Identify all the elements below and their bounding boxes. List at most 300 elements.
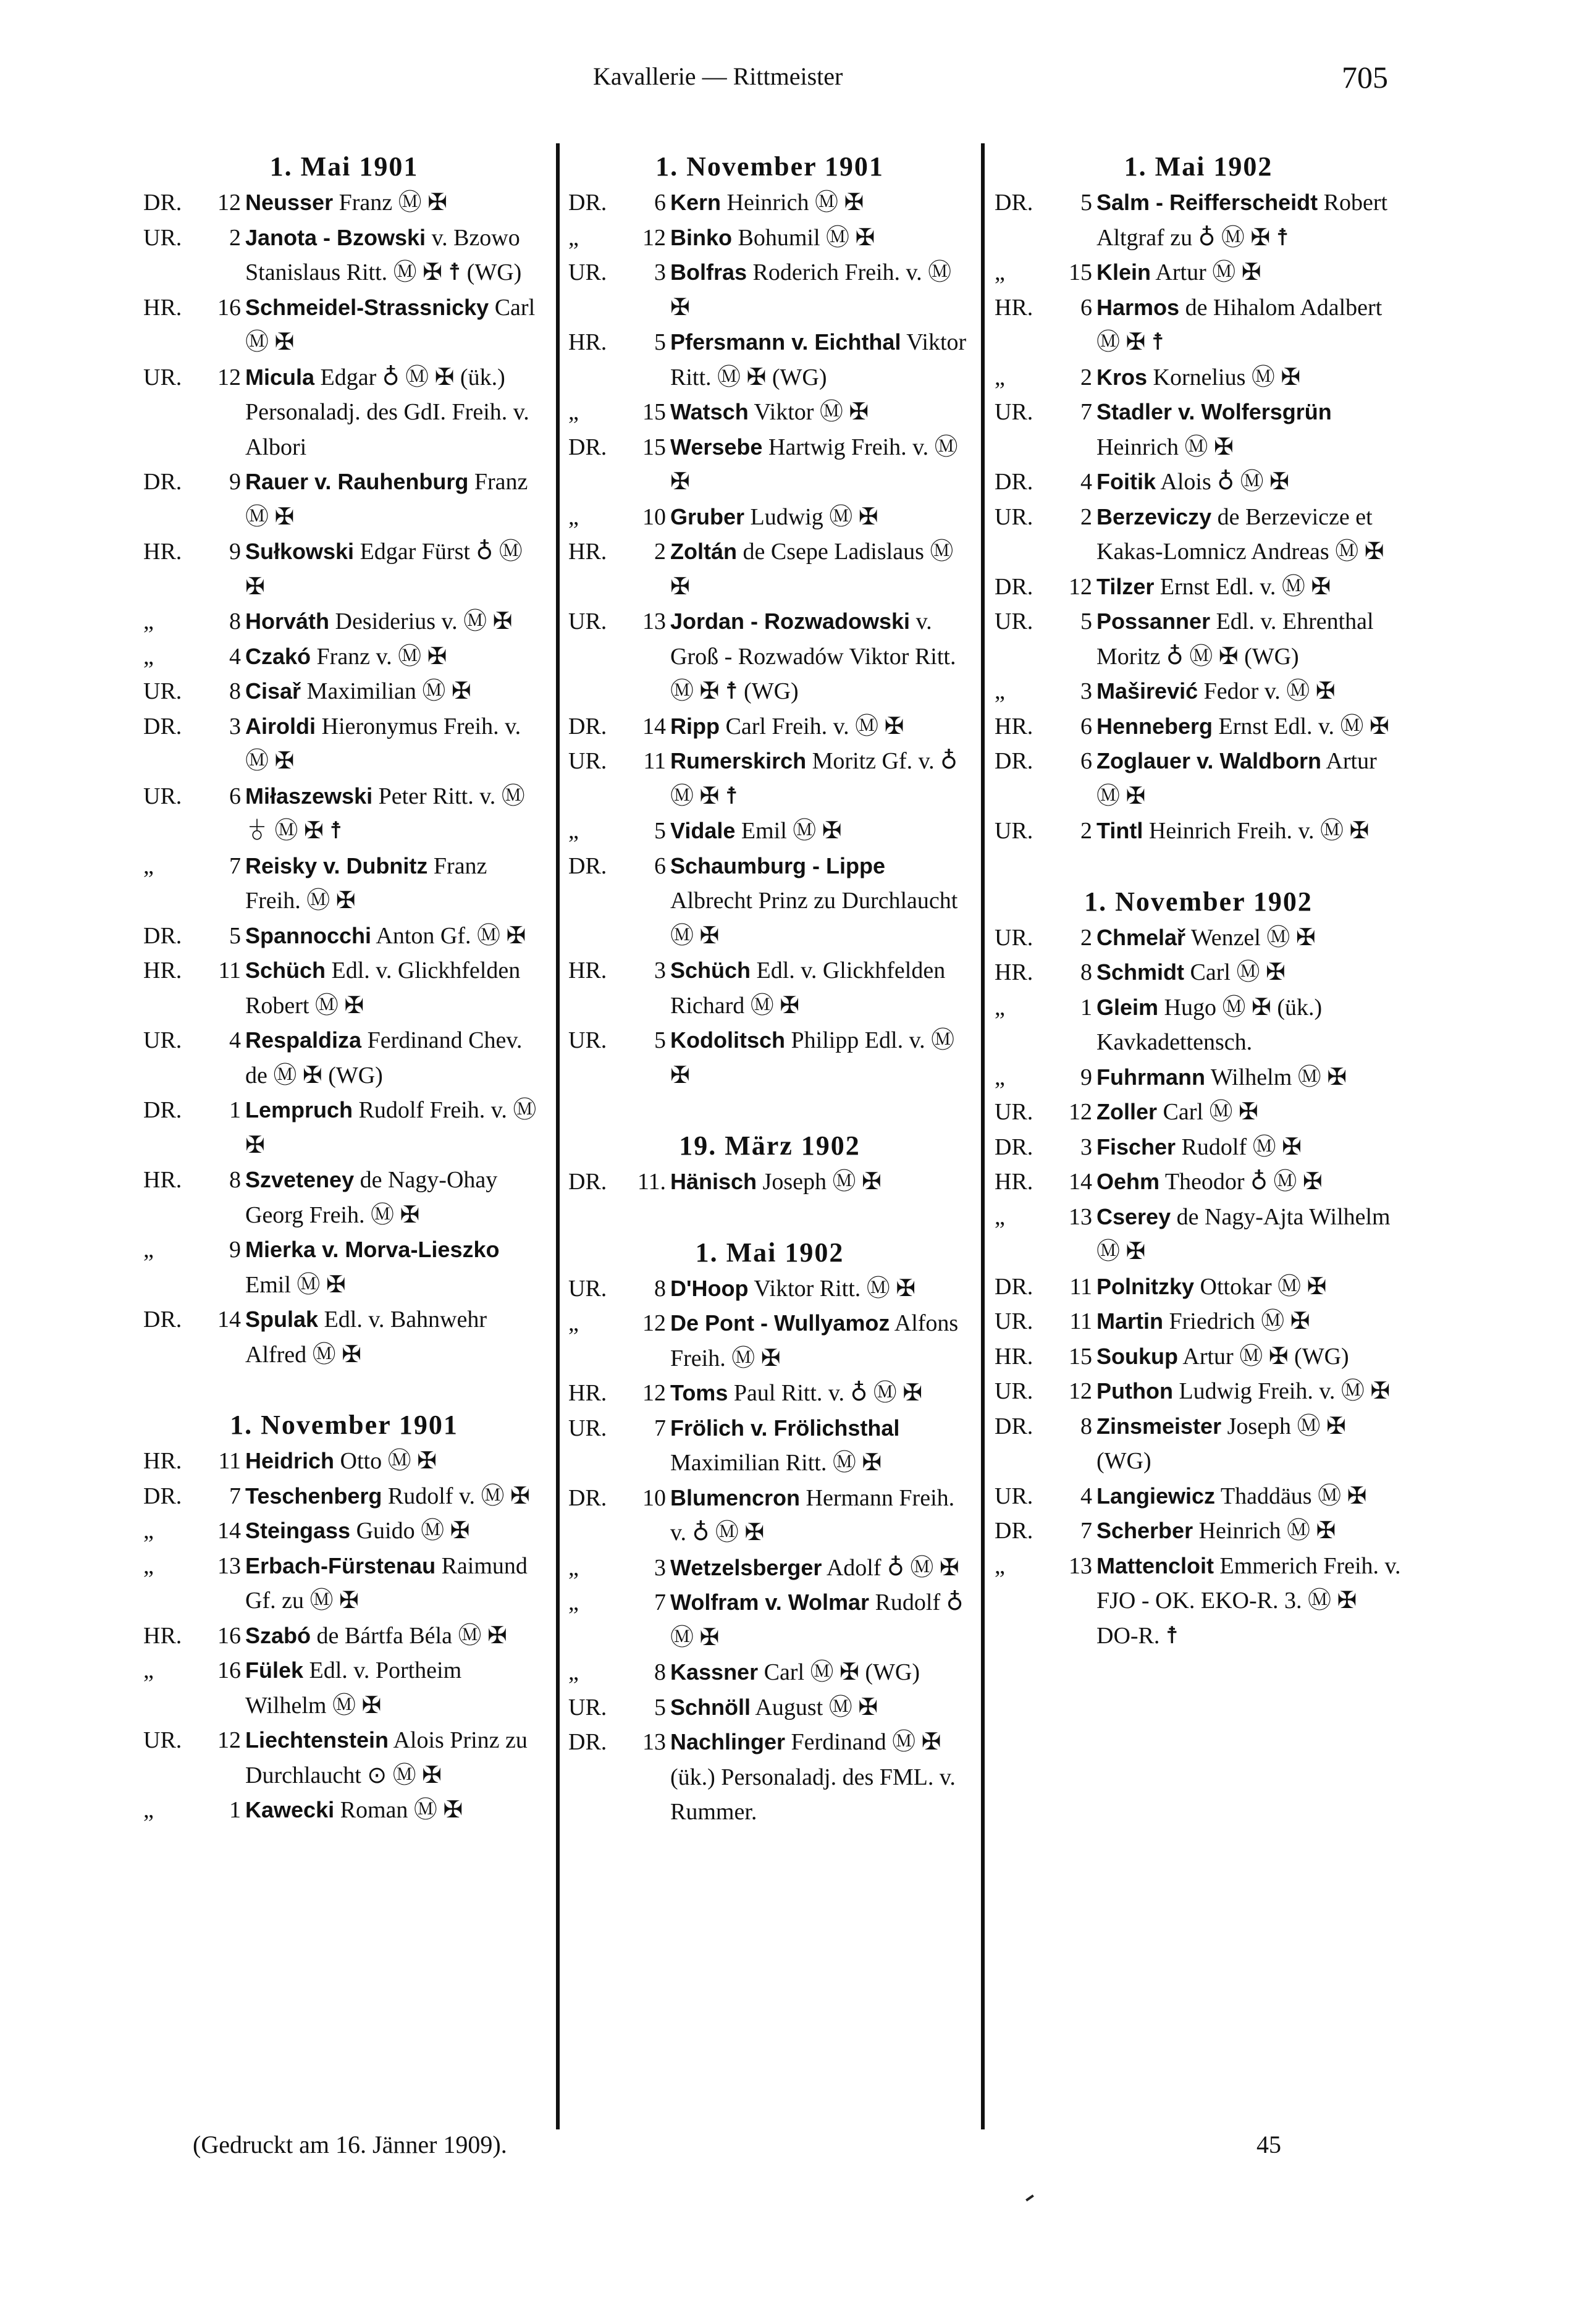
regiment-type: DR. [568, 1729, 607, 1755]
officer-surname: D'Hoop [670, 1275, 749, 1301]
officer-surname: Kawecki [245, 1797, 335, 1822]
officer-details: Philipp Edl. v. Ⓜ ✠ [670, 1027, 955, 1088]
officer-details: Edl. v. Glickhfelden Richard Ⓜ ✠ [670, 958, 946, 1019]
regiment-number: 11. [637, 1169, 666, 1195]
regiment-number: 9 [229, 469, 241, 495]
officer-surname: Berzeviczy [1096, 503, 1212, 529]
officer-surname: Szabó [245, 1622, 311, 1648]
column-divider [981, 143, 985, 2129]
officer-entry [568, 744, 971, 814]
officer-entry [995, 570, 1402, 605]
regiment-type: „ [995, 259, 1005, 285]
officer-surname: Gruber [670, 503, 745, 529]
column-divider [556, 143, 560, 2129]
officer-details: Joseph Ⓜ ✠ (WG) [1096, 1413, 1346, 1474]
officer-surname: Possanner [1096, 608, 1211, 634]
regiment-type: „ [143, 1237, 154, 1263]
officer-surname: Lempruch [245, 1097, 353, 1122]
officer-entry [143, 674, 545, 709]
officer-entry [568, 814, 971, 849]
regiment-number: 8 [229, 1167, 241, 1193]
officer-surname: Janota - Bzowski [245, 224, 426, 250]
officer-entry [143, 1723, 545, 1793]
officer-details: Anton Gf. Ⓜ ✠ [371, 922, 526, 949]
regiment-number: 14 [1069, 1169, 1092, 1195]
regiment-type: HR. [143, 539, 182, 565]
regiment-type: „ [143, 1552, 154, 1579]
officer-entry [143, 221, 545, 290]
officer-entry [995, 1060, 1402, 1095]
regiment-type: UR. [143, 783, 182, 809]
officer-details: Joseph Ⓜ ✠ [757, 1169, 882, 1195]
officer-entry [143, 185, 545, 221]
officer-entry [568, 953, 971, 1023]
officer-entry [143, 639, 545, 675]
officer-details: Bohumil Ⓜ ✠ [732, 224, 875, 251]
regiment-number: 12 [642, 224, 666, 251]
officer-entry [568, 500, 971, 535]
officer-surname: Tilzer [1096, 573, 1155, 599]
regiment-number: 12 [217, 1727, 241, 1753]
print-date-note: (Gedruckt am 16. Jänner 1909). [193, 2131, 507, 2158]
stray-mark [1025, 2194, 1034, 2201]
officer-surname: Mattencloit [1096, 1552, 1214, 1578]
officer-surname: Stadler v. Wolfersgrün [1096, 399, 1332, 424]
regiment-number: 11 [218, 958, 241, 983]
regiment-number: 6 [229, 783, 241, 809]
section-heading: 1. November 1902 [1084, 886, 1313, 917]
officer-details: Emil Ⓜ ✠ [735, 818, 842, 844]
regiment-number: 4 [1080, 1483, 1092, 1509]
officer-entry [143, 1232, 545, 1302]
regiment-number: 15 [1069, 259, 1092, 285]
regiment-number: 5 [654, 1027, 666, 1053]
regiment-type: HR. [143, 1448, 182, 1474]
officer-surname: Fischer [1096, 1134, 1176, 1160]
officer-entry [568, 1655, 971, 1690]
officer-entry [995, 1130, 1402, 1165]
officer-entry [995, 290, 1402, 360]
officer-details: Adolf ♁ Ⓜ ✠ [822, 1554, 959, 1581]
regiment-type: „ [568, 224, 579, 251]
regiment-type: HR. [995, 294, 1033, 321]
officer-entry [995, 1095, 1402, 1130]
regiment-type: UR. [143, 224, 182, 251]
officer-details: Franz v. Ⓜ ✠ [311, 643, 447, 670]
regiment-type: UR. [143, 1027, 182, 1053]
officer-details: Emil Ⓜ ✠ [245, 1271, 346, 1298]
regiment-type: „ [143, 1657, 154, 1683]
regiment-type: UR. [568, 748, 607, 774]
officer-details: Raimund Gf. zu Ⓜ ✠ [245, 1552, 528, 1614]
officer-entry [143, 1653, 545, 1723]
officer-details: Hieronymus Freih. v. Ⓜ ✠ [245, 713, 521, 774]
officer-surname: Harmos [1096, 294, 1180, 320]
officer-entry [568, 1164, 971, 1200]
section-heading: 1. Mai 1901 [269, 151, 419, 182]
officer-entry [995, 744, 1402, 814]
officer-details: Albrecht Prinz zu Durchlaucht Ⓜ ✠ [670, 888, 958, 949]
officer-details: Carl Ⓜ ✠ [1157, 1099, 1258, 1125]
regiment-number: 7 [229, 1483, 241, 1509]
officer-details: Viktor Ⓜ ✠ [748, 399, 869, 425]
officer-details: Rudolf Ⓜ ✠ [1176, 1134, 1302, 1160]
officer-entry [143, 919, 545, 954]
regiment-type: HR. [995, 713, 1033, 739]
officer-details: Ottokar Ⓜ ✠ [1194, 1273, 1327, 1300]
officer-entry [568, 709, 971, 744]
regiment-type: DR. [143, 469, 182, 495]
officer-entry [995, 1514, 1402, 1549]
officer-surname: Salm - Reifferscheidt [1096, 190, 1318, 215]
regiment-type: UR. [995, 1308, 1033, 1334]
regiment-number: 12 [1069, 1378, 1092, 1404]
officer-surname: Reisky v. Dubnitz [245, 853, 428, 878]
officer-details: de Csepe Ladislaus Ⓜ ✠ [670, 539, 954, 600]
regiment-type: DR. [143, 713, 182, 739]
regiment-type: UR. [995, 1378, 1033, 1404]
regiment-number: 10 [642, 1484, 666, 1511]
officer-surname: Zoltán [670, 539, 737, 564]
officer-surname: Airoldi [245, 713, 316, 739]
regiment-number: 4 [229, 1027, 241, 1053]
regiment-number: 15 [642, 434, 666, 460]
regiment-number: 3 [229, 713, 241, 739]
officer-entry [995, 500, 1402, 570]
officer-entry [995, 709, 1402, 744]
regiment-number: 3 [654, 958, 666, 983]
section-heading: 1. November 1901 [655, 151, 884, 182]
regiment-type: UR. [995, 818, 1033, 844]
officer-details: Carl Freih. v. Ⓜ ✠ [719, 713, 904, 739]
officer-details: Edgar ♁ Ⓜ ✠ (ük.) Personaladj. des GdI. Freih. v. Albori [245, 364, 529, 460]
officer-details: Artur Ⓜ ✠ (WG) [1178, 1343, 1349, 1370]
regiment-type: „ [568, 1554, 579, 1581]
officer-surname: Blumencron [670, 1484, 801, 1510]
officer-entry [995, 465, 1402, 500]
officer-details: Ernst Edl. v. Ⓜ ✠ [1154, 573, 1331, 600]
officer-details: Viktor Ritt. Ⓜ ✠ [748, 1275, 916, 1302]
officer-details: Paul Ritt. v. ♁ Ⓜ ✠ [728, 1380, 923, 1406]
officer-surname: Teschenberg [245, 1483, 382, 1509]
officer-details: Carl Ⓜ ✠ [245, 294, 536, 355]
officer-details: Ferdinand Ⓜ ✠ (ük.) Personaladj. des FML. v. Rummer. [670, 1729, 956, 1825]
regiment-number: 12 [217, 190, 241, 216]
regiment-number: 8 [1080, 1413, 1092, 1439]
officer-entry [143, 290, 545, 360]
regiment-number: 8 [654, 1275, 666, 1302]
regiment-type: UR. [568, 259, 607, 285]
officer-details: Carl Ⓜ ✠ (WG) [758, 1659, 920, 1685]
regiment-number: 12 [217, 364, 241, 390]
regiment-number: 5 [654, 329, 666, 355]
page-number: 705 [1342, 60, 1388, 95]
regiment-type: UR. [995, 608, 1033, 634]
officer-surname: Neusser [245, 190, 334, 215]
regiment-type: DR. [568, 713, 607, 739]
officer-surname: Zoglauer v. Waldborn [1096, 748, 1322, 773]
officer-details: Thaddäus Ⓜ ✠ [1215, 1483, 1367, 1509]
regiment-type: HR. [143, 1167, 182, 1193]
officer-details: Franz Ⓜ ✠ [333, 190, 447, 216]
officer-surname: Rauer v. Rauhenburg [245, 469, 469, 494]
regiment-number: 3 [654, 1554, 666, 1581]
regiment-number: 11 [643, 748, 666, 774]
officer-entry [995, 1304, 1402, 1339]
regiment-number: 15 [642, 399, 666, 425]
regiment-number: 12 [1069, 573, 1092, 600]
regiment-number: 11 [218, 1448, 241, 1474]
section-heading: 1. Mai 1902 [1124, 151, 1273, 182]
officer-entry [143, 360, 545, 465]
officer-surname: Binko [670, 224, 733, 250]
regiment-number: 6 [1080, 713, 1092, 739]
regiment-type: „ [995, 1064, 1005, 1090]
officer-entry [568, 1271, 971, 1307]
officer-surname: Henneberg [1096, 713, 1213, 739]
officer-details: Robert Altgraf zu ♁ Ⓜ ✠ ☨ [1096, 190, 1388, 251]
regiment-type: „ [995, 1552, 1005, 1579]
regiment-type: UR. [995, 503, 1033, 530]
officer-surname: Horváth [245, 608, 330, 634]
officer-entry [143, 709, 545, 779]
regiment-type: „ [143, 643, 154, 670]
section-heading: 1. Mai 1902 [695, 1237, 844, 1268]
officer-details: Fedor v. Ⓜ ✠ [1198, 678, 1336, 704]
officer-details: Friedrich Ⓜ ✠ [1163, 1308, 1310, 1334]
officer-entry [995, 955, 1402, 990]
officer-surname: Kodolitsch [670, 1027, 785, 1053]
officer-entry [568, 1481, 971, 1551]
regiment-type: DR. [568, 1484, 607, 1511]
officer-surname: Nachlinger [670, 1729, 786, 1754]
officer-entry [143, 1444, 545, 1479]
officer-surname: Jordan - Rozwadowski [670, 608, 911, 634]
officer-surname: Polnitzky [1096, 1273, 1195, 1299]
regiment-number: 8 [229, 678, 241, 704]
regiment-number: 6 [1080, 294, 1092, 321]
officer-entry [143, 1619, 545, 1654]
officer-entry [995, 1269, 1402, 1305]
regiment-type: UR. [568, 1275, 607, 1302]
column-2 [568, 148, 971, 1830]
regiment-type: DR. [995, 748, 1033, 774]
officer-details: Wilhelm Ⓜ ✠ [1205, 1064, 1347, 1090]
regiment-number: 8 [654, 1659, 666, 1685]
regiment-number: 6 [1080, 748, 1092, 774]
officer-entry [568, 1585, 971, 1655]
officer-entry [995, 1409, 1402, 1479]
officer-surname: Steingass [245, 1518, 351, 1543]
officer-surname: Tintl [1096, 818, 1143, 843]
regiment-type: HR. [995, 1169, 1033, 1195]
officer-surname: Hänisch [670, 1169, 757, 1194]
regiment-number: 15 [1069, 1343, 1092, 1370]
officer-details: Carl Ⓜ ✠ [1184, 959, 1286, 985]
officer-entry [568, 1023, 971, 1093]
officer-surname: Oehm [1096, 1169, 1160, 1194]
regiment-type: HR. [995, 1343, 1033, 1370]
officer-entry [568, 221, 971, 256]
running-title: Kavallerie — Rittmeister [593, 62, 843, 90]
regiment-number: 8 [1080, 959, 1092, 985]
regiment-type: HR. [143, 294, 182, 321]
officer-details: Rudolf Freih. v. Ⓜ ✠ [245, 1097, 537, 1158]
officer-entry [143, 1549, 545, 1619]
section-heading: 19. März 1902 [679, 1130, 861, 1161]
officer-surname: Wetzelsberger [670, 1554, 822, 1580]
regiment-number: 3 [654, 259, 666, 285]
regiment-type: „ [568, 503, 579, 530]
regiment-number: 11 [1069, 1273, 1092, 1300]
regiment-type: UR. [995, 399, 1033, 425]
regiment-type: UR. [568, 608, 607, 634]
regiment-type: HR. [568, 1380, 607, 1406]
officer-entry [143, 779, 545, 849]
officer-surname: Kern [670, 190, 722, 215]
officer-surname: Zinsmeister [1096, 1413, 1222, 1439]
officer-surname: Szveteney [245, 1167, 355, 1192]
officer-entry [568, 255, 971, 325]
regiment-number: 6 [654, 190, 666, 216]
regiment-number: 14 [217, 1518, 241, 1544]
officer-surname: Respaldiza [245, 1027, 362, 1053]
regiment-number: 13 [642, 1729, 666, 1755]
regiment-type: „ [568, 818, 579, 844]
officer-entry [995, 255, 1402, 290]
officer-details: Maximilian Ⓜ ✠ [301, 678, 471, 704]
officer-entry [995, 1339, 1402, 1375]
officer-details: Rudolf v. Ⓜ ✠ [382, 1483, 530, 1509]
officer-surname: Soukup [1096, 1343, 1178, 1369]
regiment-type: „ [568, 1310, 579, 1336]
regiment-number: 12 [642, 1380, 666, 1406]
officer-surname: Fuhrmann [1096, 1064, 1205, 1090]
regiment-number: 16 [217, 294, 241, 321]
officer-details: Otto Ⓜ ✠ [334, 1448, 437, 1474]
officer-entry [568, 604, 971, 709]
officer-details: de Nagy-Ohay Georg Freih. Ⓜ ✠ [245, 1167, 498, 1228]
officer-details: Edgar Fürst ♁ Ⓜ ✠ [245, 539, 523, 600]
officer-entry [143, 604, 545, 639]
regiment-number: 16 [217, 1622, 241, 1649]
column-3 [995, 148, 1402, 1653]
regiment-number: 2 [1080, 818, 1092, 844]
regiment-number: 14 [217, 1307, 241, 1333]
officer-surname: Schmeidel-Strassnicky [245, 294, 489, 320]
regiment-number: 9 [1080, 1064, 1092, 1090]
regiment-type: UR. [995, 1483, 1033, 1509]
officer-entry [143, 1302, 545, 1372]
regiment-type: UR. [568, 1027, 607, 1053]
regiment-type: „ [143, 608, 154, 634]
officer-surname: Maširević [1096, 678, 1198, 704]
regiment-type: „ [568, 399, 579, 425]
officer-details: de Nagy-Ajta Wilhelm Ⓜ ✠ [1096, 1203, 1391, 1265]
officer-entry [568, 1551, 971, 1586]
officer-entry [995, 360, 1402, 395]
regiment-type: UR. [143, 1727, 182, 1753]
regiment-number: 16 [217, 1657, 241, 1683]
officer-entry [995, 990, 1402, 1060]
officer-details: Moritz Gf. v. ♁ Ⓜ ✠ ☨ [670, 748, 957, 809]
officer-details: Theodor ♁ Ⓜ ✠ [1159, 1169, 1323, 1195]
regiment-type: UR. [568, 1694, 607, 1720]
regiment-type: „ [143, 853, 154, 879]
officer-details: de Hihalom Adalbert Ⓜ ✠ ☨ [1096, 294, 1383, 355]
regiment-number: 8 [229, 608, 241, 634]
officer-details: de Berzevicze et Kakas-Lomnicz Andreas Ⓜ ✠ [1096, 503, 1384, 565]
officer-entry [995, 674, 1402, 709]
officer-surname: Schmidt [1096, 959, 1185, 985]
regiment-type: DR. [568, 853, 607, 879]
officer-surname: Toms [670, 1380, 728, 1405]
regiment-number: 2 [229, 224, 241, 251]
officer-surname: Heidrich [245, 1448, 335, 1473]
officer-surname: Spannocchi [245, 922, 372, 948]
officer-entry [995, 1479, 1402, 1514]
officer-surname: Scherber [1096, 1518, 1193, 1543]
officer-details: Wenzel Ⓜ ✠ [1185, 924, 1316, 951]
regiment-type: DR. [143, 190, 182, 216]
officer-details: Edl. v. Portheim Wilhelm Ⓜ ✠ [245, 1657, 462, 1719]
regiment-type: DR. [143, 922, 182, 949]
regiment-type: „ [568, 1589, 579, 1615]
officer-details: Ferdinand Chev. de Ⓜ ✠ (WG) [245, 1027, 523, 1088]
regiment-type: DR. [568, 1169, 607, 1195]
officer-entry [143, 953, 545, 1023]
regiment-type: UR. [143, 364, 182, 390]
officer-surname: Erbach-Fürstenau [245, 1552, 436, 1578]
officer-entry [995, 1200, 1402, 1269]
regiment-number: 4 [229, 643, 241, 670]
officer-surname: De Pont - Wullyamoz [670, 1310, 890, 1336]
regiment-number: 6 [654, 853, 666, 879]
officer-surname: Schüch [245, 958, 326, 983]
regiment-type: „ [568, 1659, 579, 1685]
officer-entry [568, 185, 971, 221]
officer-entry [995, 1549, 1402, 1654]
officer-details: Kornelius Ⓜ ✠ [1147, 364, 1301, 390]
officer-surname: Spulak [245, 1307, 319, 1332]
regiment-number: 5 [1080, 190, 1092, 216]
regiment-number: 13 [217, 1552, 241, 1579]
regiment-number: 10 [642, 503, 666, 530]
officer-surname: Schaumburg - Lippe [670, 853, 886, 878]
officer-surname: Rumerskirch [670, 748, 807, 773]
officer-details: Ludwig Ⓜ ✠ [744, 503, 878, 530]
column-1 [143, 148, 545, 1828]
officer-surname: Micula [245, 364, 315, 390]
regiment-type: „ [143, 1797, 154, 1823]
officer-surname: Klein [1096, 259, 1151, 285]
regiment-type: DR. [995, 573, 1033, 600]
regiment-type: DR. [143, 1307, 182, 1333]
officer-entry [568, 1725, 971, 1830]
officer-surname: Ripp [670, 713, 720, 739]
officer-entry [143, 1479, 545, 1514]
page-header [0, 59, 1574, 103]
officer-details: Alfons Freih. Ⓜ ✠ [670, 1310, 959, 1371]
regiment-type: HR. [568, 539, 607, 565]
regiment-number: 13 [1069, 1552, 1092, 1579]
regiment-type: DR. [995, 1134, 1033, 1160]
regiment-number: 7 [1080, 399, 1092, 425]
regiment-number: 2 [1080, 364, 1092, 390]
officer-entry [143, 1793, 545, 1828]
regiment-number: 11 [1069, 1308, 1092, 1334]
regiment-number: 5 [1080, 608, 1092, 634]
